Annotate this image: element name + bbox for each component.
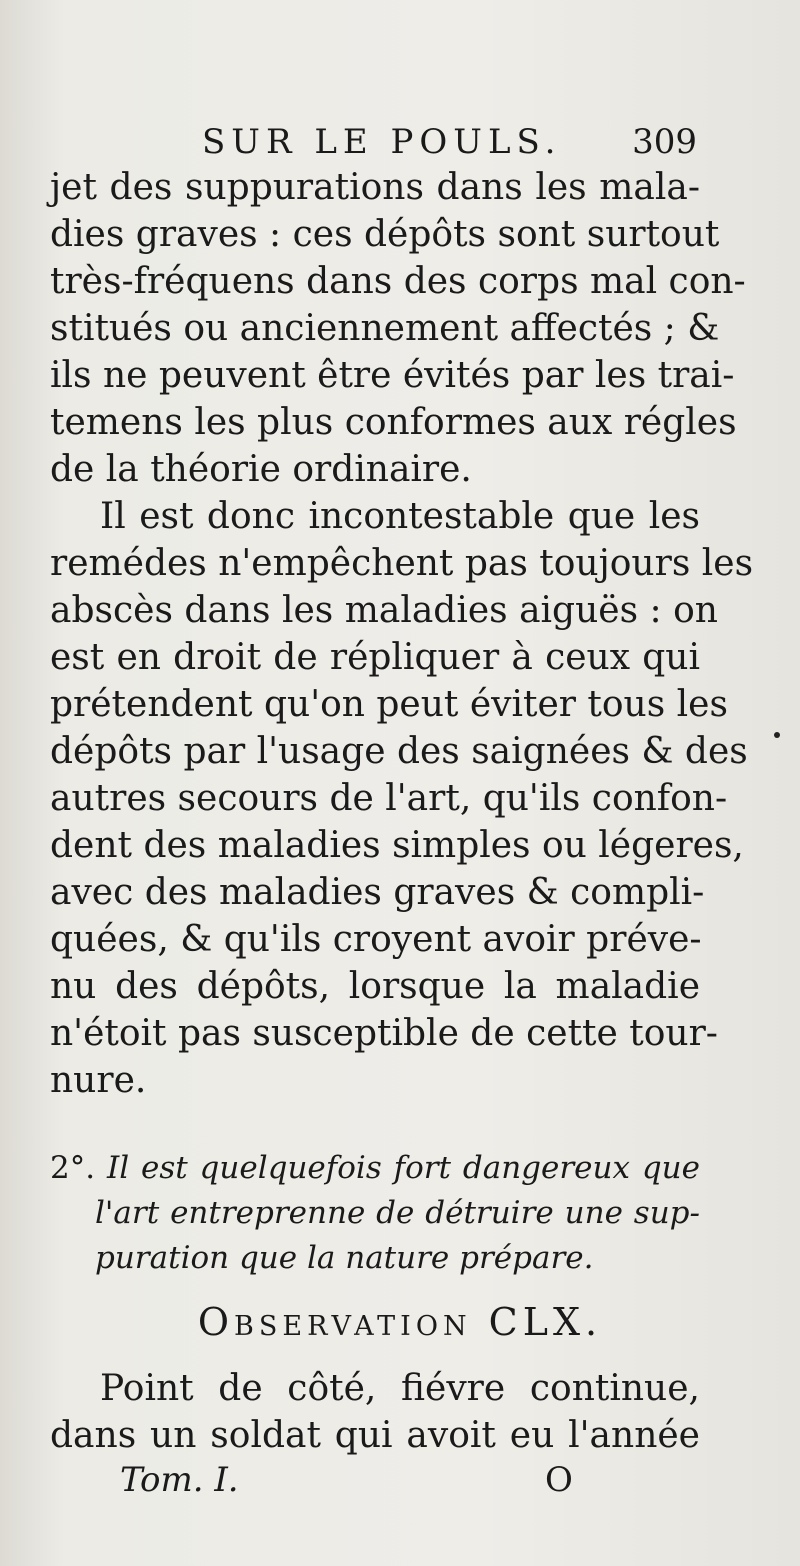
observation-heading: Observation CLX. [197, 1300, 603, 1344]
text-line: nure. [50, 1060, 147, 1101]
rule-line [50, 1191, 700, 1236]
text-line: dies graves : ces dépôts sont surtout [50, 214, 720, 255]
rule-statement [50, 1146, 700, 1281]
running-title: SUR LE POULS. [202, 122, 562, 162]
text-line: quées, & qu'ils croyent avoir préve- [50, 919, 702, 960]
paragraph-start-line: Il est donc incontestable que les [100, 496, 700, 537]
observation-text [50, 1365, 700, 1459]
page-footer [50, 1460, 700, 1510]
text-line: très-fréquens dans des corps mal con- [50, 261, 746, 302]
text-line: prétendent qu'on peut éviter tous les [50, 684, 728, 725]
rule-line [50, 1236, 700, 1281]
page-number: 309 [632, 122, 697, 162]
rule-line [50, 1146, 700, 1191]
text-line: dans un soldat qui avoit eu l'année [50, 1415, 700, 1456]
ink-speck [774, 732, 780, 738]
text-line: stitués ou anciennement affectés ; & [50, 308, 720, 349]
text-line: nu des dépôts, lorsque la maladie [50, 966, 700, 1007]
text-line: autres secours de l'art, qu'ils confon- [50, 778, 728, 819]
text-line: dépôts par l'usage des saignées & des [50, 731, 748, 772]
paragraph-start-line: Point de côté, fiévre continue, [100, 1368, 700, 1409]
text-line: ils ne peuvent être évités par les trai- [50, 355, 735, 396]
rule-text: Il est quelquefois fort dangereux que [106, 1150, 700, 1186]
text-line: n'étoit pas susceptible de cette tour- [50, 1013, 718, 1054]
rule-text: puration que la nature prépare. [95, 1240, 594, 1276]
text-line: abscès dans les maladies aiguës : on [50, 590, 718, 631]
text-line: temens les plus conformes aux régles [50, 402, 737, 443]
text-line: jet des suppurations dans les mala- [50, 167, 700, 208]
volume-signature: Tom. I. [120, 1460, 239, 1500]
rule-text: l'art entreprenne de détruire une sup- [95, 1195, 700, 1231]
text-line: avec des maladies graves & compli- [50, 872, 705, 913]
body-text [50, 164, 754, 1104]
text-line: de la théorie ordinaire. [50, 449, 472, 490]
rule-number: 2°. [50, 1150, 96, 1186]
gathering-mark: O [545, 1460, 573, 1500]
text-line: remédes n'empêchent pas toujours les [50, 543, 754, 584]
text-line: est en droit de répliquer à ceux qui [50, 637, 700, 678]
text-line: dent des maladies simples ou légeres, [50, 825, 744, 866]
